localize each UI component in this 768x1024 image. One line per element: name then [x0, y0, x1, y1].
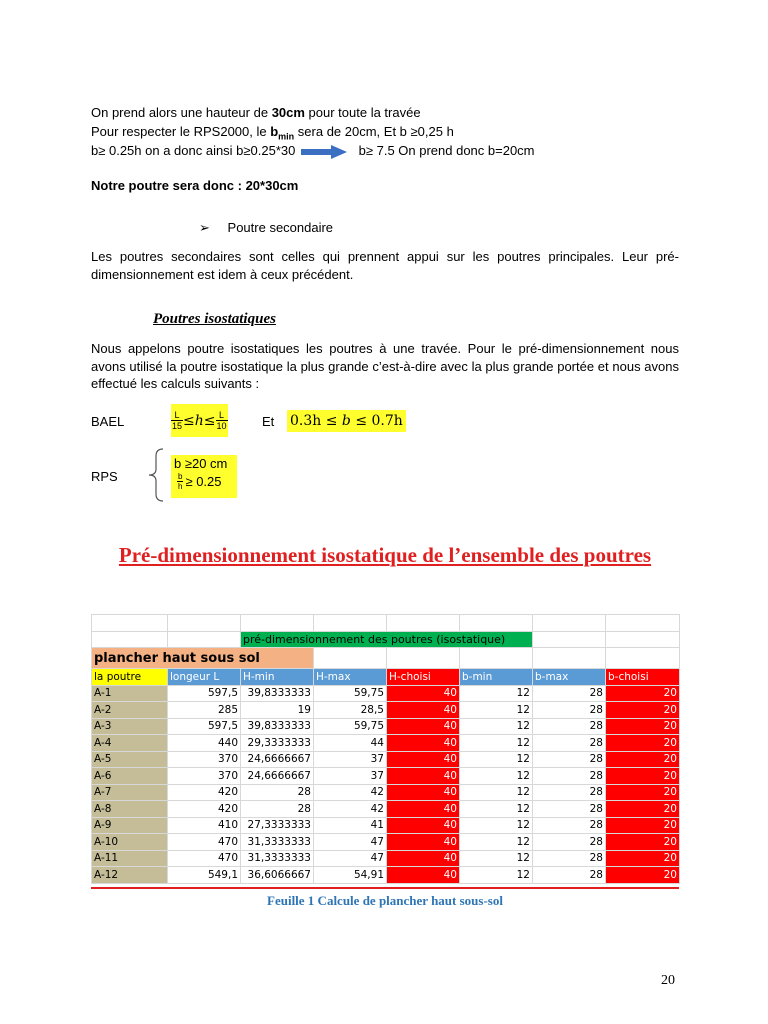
- table-cell: 42: [314, 801, 387, 818]
- table-cell: 20: [606, 735, 680, 752]
- figure-caption: Feuille 1 Calcule de plancher haut sous-sol: [267, 893, 503, 908]
- table-cell: 28: [533, 801, 606, 818]
- table-cell: 28: [533, 850, 606, 867]
- table-cell: 20: [606, 718, 680, 735]
- beam-id-cell: A-3: [92, 718, 168, 735]
- table-cell: 20: [606, 702, 680, 719]
- table-cell: 12: [460, 735, 533, 752]
- table-row: [92, 735, 680, 752]
- table-cell: 37: [314, 751, 387, 768]
- table-cell: 12: [460, 718, 533, 735]
- table-cell: 597,5: [168, 685, 241, 702]
- table-cell: 28: [533, 867, 606, 884]
- table-cell: 12: [460, 850, 533, 867]
- table-cell: 19: [241, 702, 314, 719]
- rps-condition-1: b ≥20 cm: [174, 456, 228, 471]
- table-cell: 597,5: [168, 718, 241, 735]
- table-cell: 420: [168, 784, 241, 801]
- table-cell: 28: [533, 817, 606, 834]
- table-cell: 40: [387, 735, 460, 752]
- table-cell: 28: [533, 784, 606, 801]
- beam-id-cell: A-8: [92, 801, 168, 818]
- table-cell: 39,8333333: [241, 718, 314, 735]
- table-cell: 20: [606, 834, 680, 851]
- subheading-isostatic: Poutres isostatiques: [153, 311, 276, 327]
- table-cell: 28: [533, 834, 606, 851]
- table-cell: 59,75: [314, 685, 387, 702]
- table-cell: 370: [168, 751, 241, 768]
- table-row: [92, 784, 680, 801]
- table-row: [92, 834, 680, 851]
- table-cell: 12: [460, 867, 533, 884]
- table-cell: 370: [168, 768, 241, 785]
- beam-id-cell: A-7: [92, 784, 168, 801]
- table-cell: 28: [533, 702, 606, 719]
- beam-table: [91, 614, 680, 884]
- beam-id-cell: A-11: [92, 850, 168, 867]
- table-cell: 47: [314, 834, 387, 851]
- table-cell: 40: [387, 850, 460, 867]
- table-cell: 28: [241, 801, 314, 818]
- table-cell: 31,3333333: [241, 850, 314, 867]
- rps-condition-2: $\frac{b}{h}$ ≥ 0.25: [178, 472, 222, 491]
- table-row: [92, 817, 680, 834]
- table-cell: 29,3333333: [241, 735, 314, 752]
- table-cell: 20: [606, 784, 680, 801]
- table-cell: 40: [387, 751, 460, 768]
- beam-id-cell: A-5: [92, 751, 168, 768]
- paragraph-isostatic: Nous appelons poutre isostatiques les poutres à une travée. Pour le pré-dimensionnement nous avons utilisé la poutre isostatique la plus grande c’est-à-dire avec la plus grande portée et nous avons effectué les calculs suivants :: [91, 341, 679, 391]
- blank-row: [92, 615, 680, 632]
- table-cell: 24,6666667: [241, 768, 314, 785]
- beam-id-cell: A-9: [92, 817, 168, 834]
- table-cell: 47: [314, 850, 387, 867]
- table-cell: 28: [533, 735, 606, 752]
- column-header: b-choisi: [606, 669, 680, 686]
- bullet-item: [199, 220, 333, 236]
- table-cell: 20: [606, 768, 680, 785]
- table-cell: 42: [314, 784, 387, 801]
- table-row: [92, 867, 680, 884]
- table-row: [92, 718, 680, 735]
- section-row: [92, 648, 680, 669]
- column-header: longeur L: [168, 669, 241, 686]
- beam-id-cell: A-1: [92, 685, 168, 702]
- table-cell: 28,5: [314, 702, 387, 719]
- arrowhead-bullet-icon: ➢: [199, 220, 210, 235]
- table-cell: 59,75: [314, 718, 387, 735]
- table-cell: 12: [460, 768, 533, 785]
- rps-conditions: [171, 455, 237, 498]
- column-header: la poutre: [92, 669, 168, 686]
- section-label: plancher haut sous sol: [92, 648, 314, 669]
- table-cell: 12: [460, 685, 533, 702]
- column-header: b-min: [460, 669, 533, 686]
- table-row: [92, 801, 680, 818]
- beam-id-cell: A-2: [92, 702, 168, 719]
- table-cell: 410: [168, 817, 241, 834]
- header-row: [92, 669, 680, 686]
- table-cell: 24,6666667: [241, 751, 314, 768]
- column-header: H-choisi: [387, 669, 460, 686]
- table-cell: 40: [387, 685, 460, 702]
- table-row: [92, 685, 680, 702]
- table-cell: 20: [606, 751, 680, 768]
- column-header: H-min: [241, 669, 314, 686]
- table-cell: 12: [460, 834, 533, 851]
- table-underline: [91, 887, 679, 889]
- page-number: 20: [661, 973, 675, 988]
- table-row: [92, 751, 680, 768]
- beam-id-cell: A-12: [92, 867, 168, 884]
- table-cell: 20: [606, 685, 680, 702]
- table-cell: 37: [314, 768, 387, 785]
- column-header: b-max: [533, 669, 606, 686]
- table-cell: 28: [533, 718, 606, 735]
- table-cell: 440: [168, 735, 241, 752]
- table-cell: 12: [460, 784, 533, 801]
- table-cell: 39,8333333: [241, 685, 314, 702]
- bael-et: Et: [262, 414, 275, 429]
- column-header: H-max: [314, 669, 387, 686]
- table-cell: 20: [606, 850, 680, 867]
- table-cell: 28: [533, 768, 606, 785]
- text-line-3: b≥ 0.25h on a donc ainsi b≥0.25*30 b≥ 7.5 On prend donc b=20cm: [91, 143, 535, 158]
- table-cell: 40: [387, 817, 460, 834]
- section-title: Pré-dimensionnement isostatique de l’ensemble des poutres: [118, 543, 652, 567]
- table-cell: 27,3333333: [241, 817, 314, 834]
- table-cell: 40: [387, 702, 460, 719]
- conclusion-line: Notre poutre sera donc : 20*30cm: [91, 178, 299, 193]
- table-cell: 41: [314, 817, 387, 834]
- table-cell: 12: [460, 817, 533, 834]
- table-cell: 44: [314, 735, 387, 752]
- table-cell: 420: [168, 801, 241, 818]
- table-cell: 40: [387, 801, 460, 818]
- table-cell: 470: [168, 834, 241, 851]
- table-cell: 12: [460, 751, 533, 768]
- table-cell: 285: [168, 702, 241, 719]
- table-cell: 31,3333333: [241, 834, 314, 851]
- table-cell: 28: [533, 685, 606, 702]
- table-cell: 28: [241, 784, 314, 801]
- left-brace-icon: [146, 448, 166, 502]
- table-cell: 40: [387, 867, 460, 884]
- table-row: [92, 850, 680, 867]
- table-row: [92, 702, 680, 719]
- table-cell: 12: [460, 801, 533, 818]
- table-cell: 20: [606, 801, 680, 818]
- table-cell: 12: [460, 702, 533, 719]
- arrow-right-icon: [301, 145, 347, 159]
- table-cell: 549,1: [168, 867, 241, 884]
- beam-id-cell: A-6: [92, 768, 168, 785]
- table-row: [92, 768, 680, 785]
- table-banner: pré-dimensionnement des poutres (isostatique): [241, 631, 533, 648]
- table-cell: 40: [387, 784, 460, 801]
- text-line-2: Pour respecter le RPS2000, le $b_{min}$ sera de 20cm, Et b ≥0,25 h: [91, 124, 454, 142]
- bael-label: BAEL: [91, 414, 125, 429]
- paragraph-secondary-beams: Les poutres secondaires sont celles qui prennent appui sur les poutres principales. Leur pré-dimensionnement est idem à ceux précédent.: [91, 249, 679, 282]
- text-line-1: On prend alors une hauteur de 30cm pour toute la travée: [91, 105, 421, 120]
- table-cell: 20: [606, 817, 680, 834]
- bael-condition-1: $\frac{L}{15}$ ≤ h ≤ $\frac{L}{10}$: [171, 404, 228, 437]
- table-cell: 470: [168, 850, 241, 867]
- table-cell: 54,91: [314, 867, 387, 884]
- bael-condition-2: 0.3h ≤ b ≤ 0.7h: [287, 410, 406, 432]
- table-cell: 36,6066667: [241, 867, 314, 884]
- bullet-label: Poutre secondaire: [227, 220, 334, 235]
- rps-label: RPS: [91, 469, 118, 484]
- table-cell: 40: [387, 834, 460, 851]
- table-cell: 40: [387, 768, 460, 785]
- table-cell: 28: [533, 751, 606, 768]
- beam-id-cell: A-10: [92, 834, 168, 851]
- beam-id-cell: A-4: [92, 735, 168, 752]
- spreadsheet: [91, 614, 679, 888]
- table-cell: 20: [606, 867, 680, 884]
- table-cell: 40: [387, 718, 460, 735]
- banner-row: [92, 631, 680, 648]
